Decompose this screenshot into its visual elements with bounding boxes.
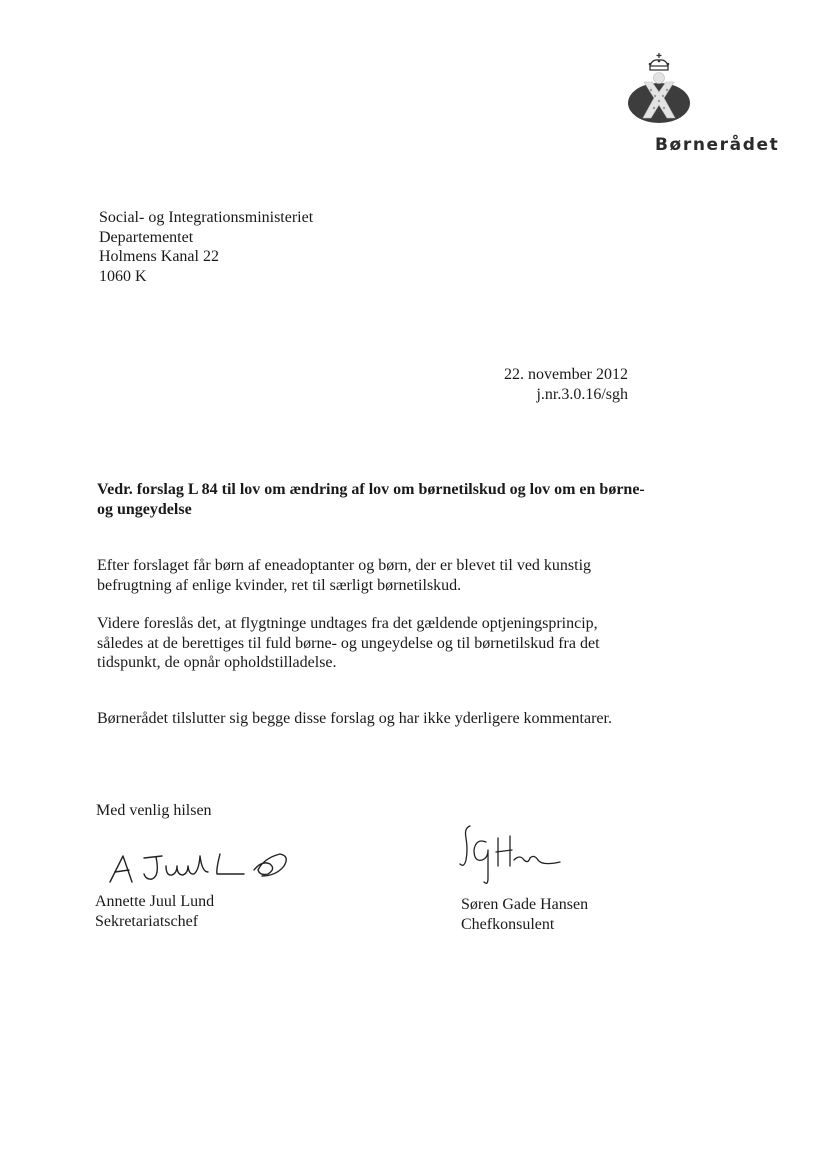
address-line: Departementet <box>99 228 194 246</box>
address-line: 1060 K <box>99 267 147 285</box>
org-name: Børnerådet <box>655 135 780 155</box>
letter-subject: Vedr. forslag L 84 til lov om ændring af lov om børnetilskud og lov om en børne- og ungeydelse <box>97 481 645 518</box>
signatory-title: Chefkonsulent <box>461 916 555 933</box>
recipient-address <box>99 208 313 286</box>
signatory-title: Sekretariatschef <box>95 913 199 930</box>
signatory-name: Søren Gade Hansen <box>461 896 589 913</box>
address-line: Social- og Integrationsministeriet <box>99 209 314 226</box>
date-reference-block <box>504 365 628 404</box>
crown-cross-logo-icon <box>626 52 692 128</box>
signature-annette-juul-lund <box>104 842 294 892</box>
body-paragraph: Efter forslaget får børn af eneadoptanter og børn, der er blevet til ved kunstig befrugtning af enlige kvinder, ret til særligt børnetilskud. <box>97 557 592 594</box>
body-paragraph: Børnerådet tilslutter sig begge disse forslag og har ikke yderligere kommentarer. <box>97 710 612 727</box>
signatory-name: Annette Juul Lund <box>95 893 215 910</box>
body-paragraph: Videre foreslås det, at flygtninge undtages fra det gældende optjeningsprincip, således at de berettiges til fuld børne- og ungeydelse og til børnetilskud fra det tidspunkt, de opnår opholdstilladelse. <box>97 615 600 671</box>
letter-date: 22. november 2012 <box>504 366 628 383</box>
signatory-1 <box>95 892 214 932</box>
signatory-2 <box>461 895 588 935</box>
closing-greeting: Med venlig hilsen <box>96 802 212 819</box>
signature-soren-gade-hansen <box>456 820 566 892</box>
address-line: Holmens Kanal 22 <box>99 248 219 265</box>
journal-reference: j.nr.3.0.16/sgh <box>536 385 628 403</box>
